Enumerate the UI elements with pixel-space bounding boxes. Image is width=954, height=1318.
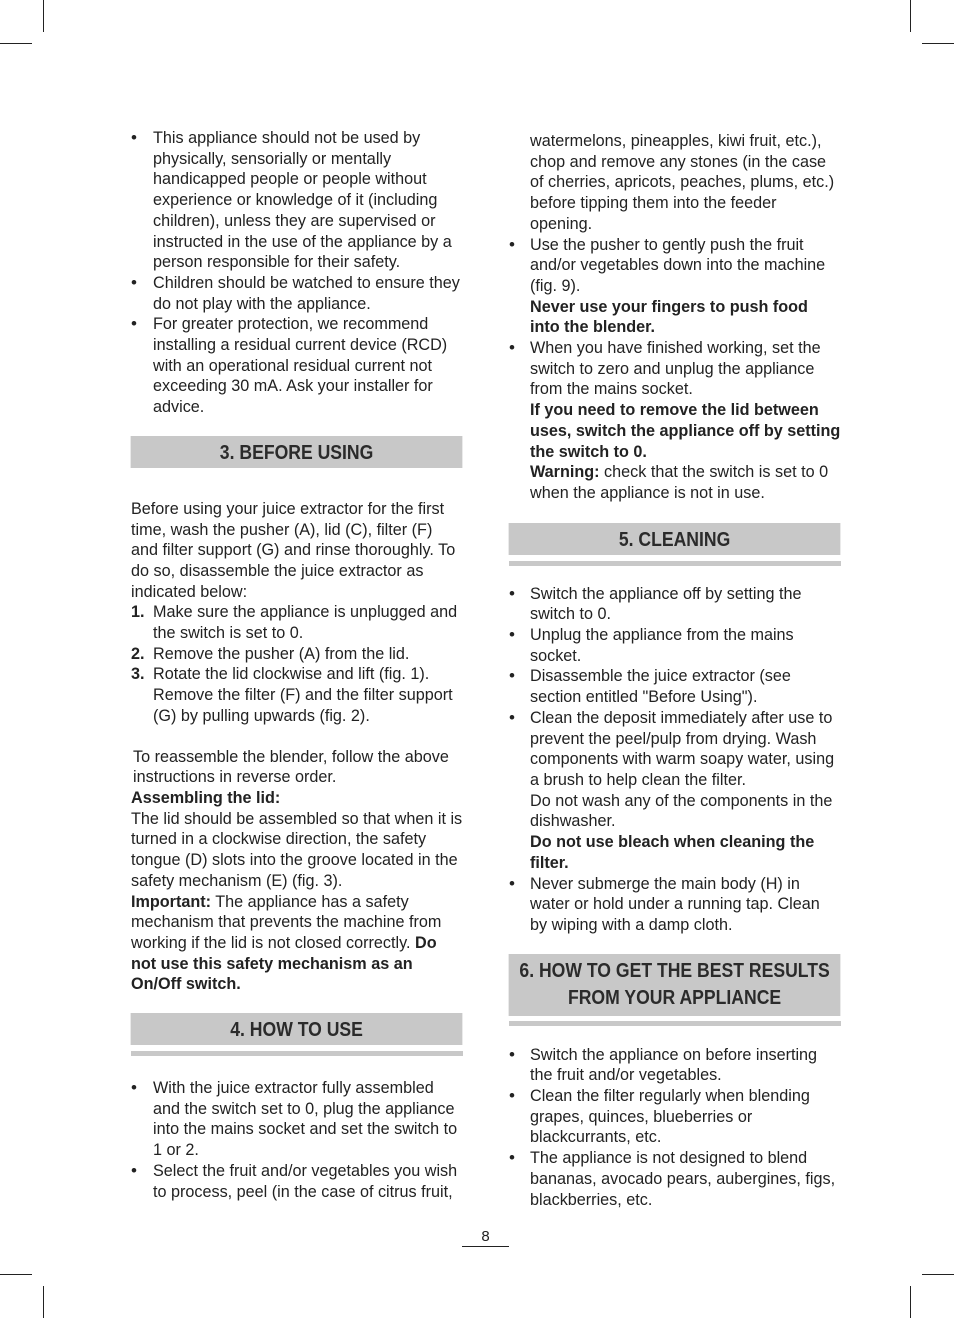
how-to-use-bullets-continued	[509, 235, 841, 504]
right-column	[509, 131, 841, 1210]
step-item	[131, 644, 463, 665]
list-item: • Switch the appliance off by setting the switch to 0.	[509, 584, 841, 625]
assembling-text: The lid should be assembled so that when it is turned in a clockwise direction, the safety tongue (D) slots into the groove located in the safety mechanism (E) (fig. 3).	[131, 809, 463, 890]
section-title-line: FROM YOUR APPLIANCE	[568, 986, 782, 1009]
crop-mark	[43, 0, 44, 32]
important-paragraph	[131, 892, 463, 996]
assembling-heading: Assembling the lid:	[131, 788, 281, 807]
list-item: • Select the fruit and/or vegetables you wish to process, peel (in the case of citrus fruit,	[131, 1161, 463, 1202]
best-results-bullets	[509, 1045, 841, 1211]
section-title: 5. CLEANING	[509, 523, 841, 555]
crop-mark	[922, 1274, 954, 1275]
left-column	[131, 128, 463, 1202]
list-item: • Children should be watched to ensure they do not play with the appliance.	[131, 273, 463, 314]
cleaning-bullets	[509, 584, 841, 936]
step-number: 3.	[131, 665, 145, 684]
step-item	[131, 602, 463, 643]
step-number: 1.	[131, 603, 145, 622]
crop-mark	[0, 43, 32, 44]
list-item: • This appliance should not be used by physically, sensorially or mentally handicapped people or people without experience or knowledge of it (including children), unless they are supervised or instructed in the use of the appliance by a person responsible for their safety.	[131, 128, 463, 273]
list-item: • Never submerge the main body (H) in water or hold under a running tap. Clean by wiping with a damp cloth.	[509, 874, 841, 936]
crop-mark	[910, 1286, 911, 1318]
step-text: Make sure the appliance is unplugged and the switch is set to 0.	[153, 603, 458, 643]
warning-label: Warning:	[530, 463, 600, 482]
list-item: • With the juice extractor fully assembled and the switch set to 0, plug the appliance into the mains socket and set the switch to 1 or 2.	[131, 1078, 463, 1161]
list-item	[509, 708, 841, 874]
list-item: • For greater protection, we recommend installing a residual current device (RCD) with an operational residual current not exceeding 30 mA. Ask your installer for advice.	[131, 314, 463, 418]
page-number: 8	[462, 1228, 509, 1247]
step-item	[131, 664, 463, 726]
section-header-how-to-use	[131, 1013, 463, 1056]
finished-text: When you have finished working, set the switch to zero and unplug the appliance from the mains socket.	[530, 339, 821, 399]
section-header-best-results	[509, 954, 841, 1026]
important-text: The appliance has a safety mechanism that prevents the machine from working if the lid is not closed correctly.	[131, 892, 442, 952]
section-title: 4. HOW TO USE	[131, 1013, 463, 1045]
section-title	[509, 954, 841, 1016]
section-rule	[509, 1021, 841, 1026]
cleaning-text: Do not wash any of the components in the dishwasher.	[530, 791, 833, 831]
pusher-warning: Never use your fingers to push food into the blender.	[530, 297, 808, 337]
list-item: • Unplug the appliance from the mains socket.	[509, 625, 841, 666]
important-bold: Do not use this safety mechanism as an On/Off switch.	[131, 933, 437, 994]
crop-mark	[0, 1274, 32, 1275]
list-item: • Disassemble the juice extractor (see section entitled "Before Using").	[509, 666, 841, 707]
list-item	[509, 338, 841, 504]
section-header-cleaning	[509, 523, 841, 566]
important-label: Important:	[131, 892, 212, 911]
section-header-before-using	[131, 436, 463, 468]
section-title-line: 6. HOW TO GET THE BEST RESULTS	[519, 959, 831, 982]
crop-mark	[910, 0, 911, 32]
list-item: • The appliance is not designed to blend bananas, avocado pears, aubergines, figs, blackberries, etc.	[509, 1148, 841, 1210]
step-text: Rotate the lid clockwise and lift (fig. 1). Remove the filter (F) and the filter support (G) by pulling upwards (fig. 2).	[153, 665, 453, 725]
pusher-text: Use the pusher to gently push the fruit and/or vegetables down into the machine (fig. 9).	[530, 235, 826, 295]
crop-mark	[43, 1286, 44, 1318]
list-item: • Switch the appliance on before inserting the fruit and/or vegetables.	[509, 1045, 841, 1086]
before-using-steps	[131, 602, 463, 726]
section-title: 3. BEFORE USING	[131, 436, 463, 468]
cleaning-warning: Do not use bleach when cleaning the filter.	[530, 833, 815, 872]
cleaning-text: Clean the deposit immediately after use to prevent the peel/pulp from drying. Wash components with warm soapy water, using a brush to help clean the filter.	[530, 708, 835, 789]
finished-warning: If you need to remove the lid between uses, switch the appliance off by setting the switch to 0.	[530, 401, 841, 461]
warning-text: check that the switch is set to 0 when the appliance is not in use.	[530, 463, 829, 502]
list-item: • Clean the filter regularly when blending grapes, quinces, blueberries or blackcurrants, etc.	[509, 1086, 841, 1148]
safety-bullets	[131, 128, 463, 418]
step-text: Remove the pusher (A) from the lid.	[153, 644, 410, 663]
how-to-use-bullets	[131, 1078, 463, 1202]
list-item	[509, 235, 841, 339]
section-rule	[131, 1051, 463, 1056]
section-rule	[509, 561, 841, 566]
crop-mark	[922, 43, 954, 44]
continued-text: watermelons, pineapples, kiwi fruit, etc.), chop and remove any stones (in the case of cherries, apricots, peaches, plums, etc.) before tipping them into the feeder opening.	[530, 132, 835, 233]
before-using-intro: Before using your juice extractor for the first time, wash the pusher (A), lid (C), filter (F) and filter support (G) and rinse thoroughly. To do so, disassemble the juice extractor as indicated below:	[131, 499, 456, 601]
step-number: 2.	[131, 644, 145, 663]
reassemble-text: To reassemble the blender, follow the above instructions in reverse order.	[133, 747, 449, 787]
